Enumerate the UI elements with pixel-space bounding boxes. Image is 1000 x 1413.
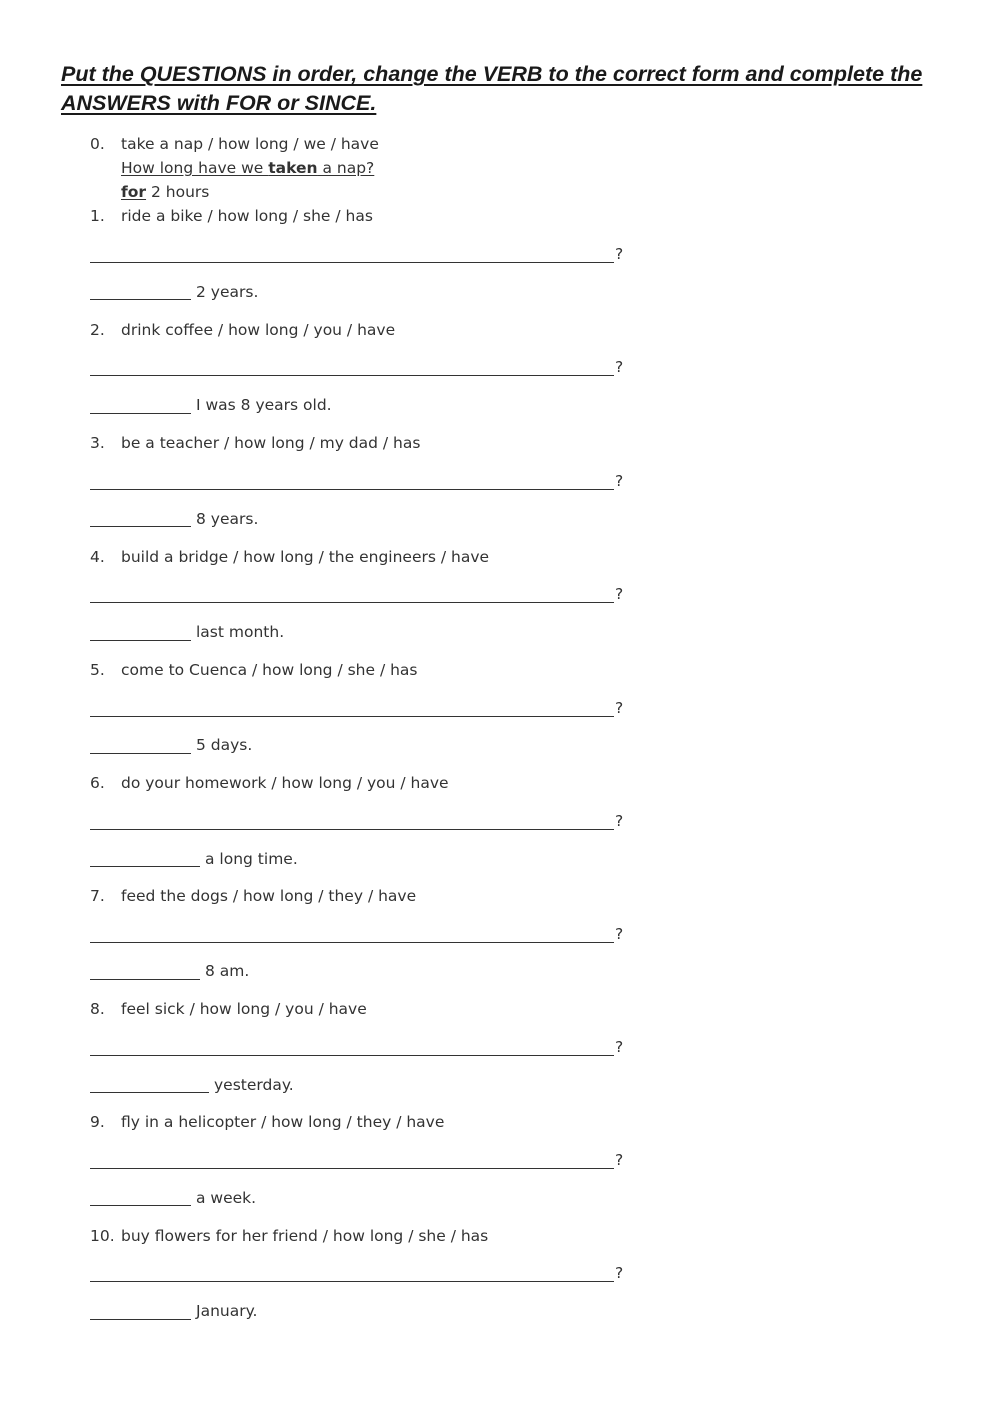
item-prompt: come to Cuenca / how long / she / has — [121, 661, 418, 679]
item-number: 10. — [90, 1227, 115, 1245]
question-answer-line[interactable] — [90, 262, 614, 263]
worksheet-title: Put the QUESTIONS in order, change the VERB to the correct form and complete the ANSWERS with FOR or SINCE. — [61, 62, 923, 115]
example-question-start: How long have we — [121, 159, 269, 177]
question-answer-line[interactable] — [90, 829, 614, 830]
question-answer-line[interactable] — [90, 1168, 614, 1169]
for-since-blank[interactable] — [90, 1092, 209, 1093]
question-answer-line[interactable] — [90, 602, 614, 603]
question-mark: ? — [615, 1264, 624, 1282]
example-question — [121, 158, 374, 178]
example-question-end: a nap? — [317, 159, 375, 177]
for-since-blank[interactable] — [90, 753, 191, 754]
example-answer — [121, 182, 209, 202]
answer-text: 2 years. — [196, 283, 259, 301]
question-answer-line[interactable] — [90, 716, 614, 717]
item-number: 4. — [90, 548, 105, 566]
item-number: 8. — [90, 1000, 105, 1018]
for-since-blank[interactable] — [90, 299, 191, 300]
answer-text: a week. — [196, 1189, 257, 1207]
answer-text: 8 am. — [205, 962, 250, 980]
question-mark: ? — [615, 812, 624, 830]
item-prompt: drink coffee / how long / you / have — [121, 321, 396, 339]
item-number: 7. — [90, 887, 105, 905]
item-prompt: fly in a helicopter / how long / they / have — [121, 1113, 445, 1131]
answer-text: 8 years. — [196, 510, 259, 528]
question-answer-line[interactable] — [90, 375, 614, 376]
item-prompt: do your homework / how long / you / have — [121, 774, 449, 792]
question-answer-line[interactable] — [90, 1281, 614, 1282]
question-answer-line[interactable] — [90, 942, 614, 943]
for-since-blank[interactable] — [90, 866, 200, 867]
for-since-blank[interactable] — [90, 1319, 191, 1320]
question-mark: ? — [615, 699, 624, 717]
item-prompt: feed the dogs / how long / they / have — [121, 887, 417, 905]
for-since-blank[interactable] — [90, 526, 191, 527]
example-for-since: for — [121, 183, 147, 201]
question-mark: ? — [615, 1151, 624, 1169]
item-prompt: build a bridge / how long / the engineers / have — [121, 548, 490, 566]
for-since-blank[interactable] — [90, 979, 200, 980]
question-answer-line[interactable] — [90, 489, 614, 490]
answer-text: January. — [196, 1302, 258, 1320]
answer-text: last month. — [196, 623, 285, 641]
answer-text: 5 days. — [196, 736, 253, 754]
question-mark: ? — [615, 245, 624, 263]
question-answer-line[interactable] — [90, 1055, 614, 1056]
question-mark: ? — [615, 358, 624, 376]
example-verb: taken — [268, 159, 318, 177]
answer-text: yesterday. — [214, 1076, 294, 1094]
item-prompt: ride a bike / how long / she / has — [121, 207, 373, 225]
item-number: 5. — [90, 661, 105, 679]
item-number: 9. — [90, 1113, 105, 1131]
example-answer-rest: 2 hours — [146, 183, 210, 201]
question-mark: ? — [615, 472, 624, 490]
item-prompt: buy flowers for her friend / how long / she / has — [121, 1227, 489, 1245]
item-prompt: be a teacher / how long / my dad / has — [121, 434, 421, 452]
answer-text: I was 8 years old. — [196, 396, 332, 414]
question-mark: ? — [615, 585, 624, 603]
answer-text: a long time. — [205, 850, 298, 868]
for-since-blank[interactable] — [90, 640, 191, 641]
item-number: 6. — [90, 774, 105, 792]
item-number: 1. — [90, 207, 105, 225]
for-since-blank[interactable] — [90, 413, 191, 414]
item-number: 2. — [90, 321, 105, 339]
item-prompt: take a nap / how long / we / have — [121, 135, 379, 153]
item-number: 0. — [90, 135, 105, 153]
item-prompt: feel sick / how long / you / have — [121, 1000, 367, 1018]
question-mark: ? — [615, 1038, 624, 1056]
question-mark: ? — [615, 925, 624, 943]
item-number: 3. — [90, 434, 105, 452]
for-since-blank[interactable] — [90, 1205, 191, 1206]
